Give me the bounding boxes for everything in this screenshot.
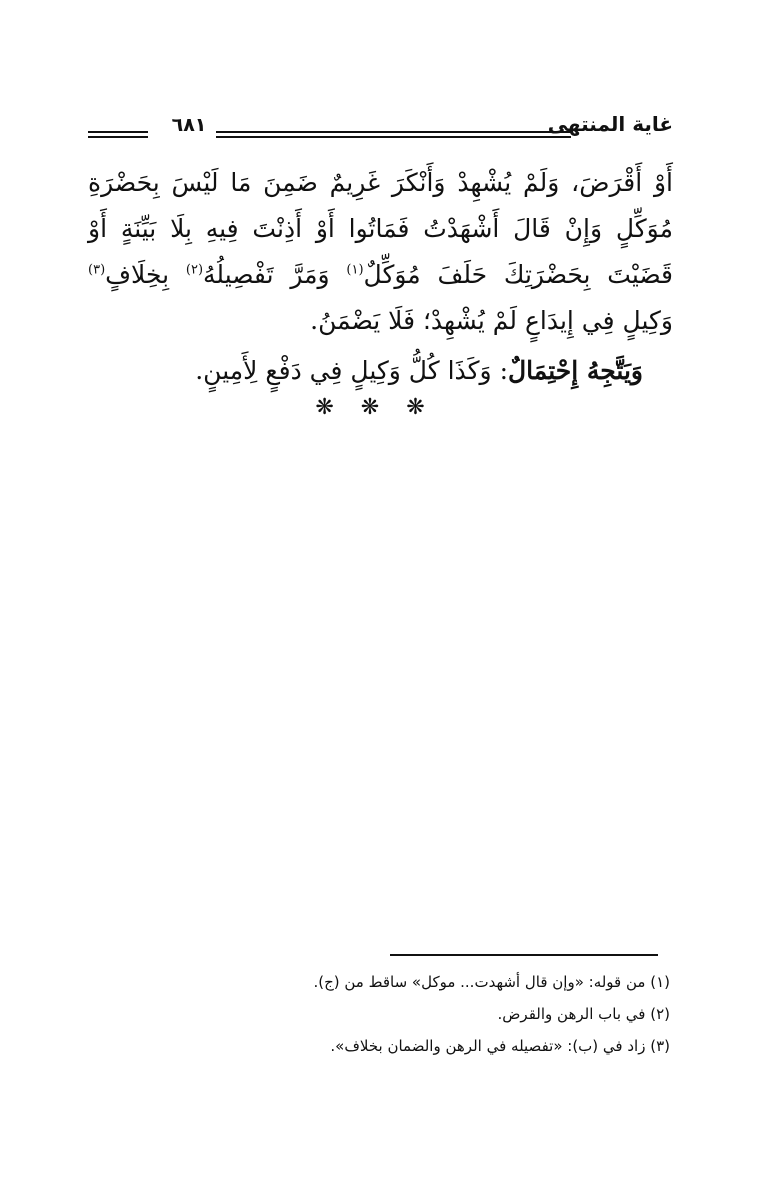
main-text xyxy=(88,160,673,394)
page-header xyxy=(88,108,673,148)
footnote-3: (٣) زاد في (ب): «تفصيله في الرهن والضمان بخلاف». xyxy=(330,1037,670,1055)
section-divider-stars: ❋ ❋ ❋ xyxy=(315,395,435,420)
footnote-1: (١) من قوله: «وإن قال أشهدت... موكل» ساقط من (ج). xyxy=(313,973,670,991)
header-rule-long xyxy=(216,131,571,138)
footnote-ref-2: (٢) xyxy=(185,262,204,278)
paragraph-2 xyxy=(88,348,673,394)
footnote-separator xyxy=(390,954,658,956)
header-rule-short xyxy=(88,131,148,138)
paragraph-1-part-c: بِخِلَافٍ xyxy=(105,260,186,289)
footnotes xyxy=(200,966,670,1062)
footnote-ref-1: (١) xyxy=(346,262,364,278)
paragraph-1-part-b: وَمَرَّ تَفْصِيلُهُ xyxy=(203,260,347,289)
footnote-ref-3: (٣) xyxy=(88,262,106,278)
footnote-2: (٢) في باب الرهن والقرض. xyxy=(497,1005,670,1023)
running-title: غاية المنتهى xyxy=(547,112,673,136)
paragraph-1-part-a: أَوْ أَقْرَضَ، وَلَمْ يُشْهِدْ وَأَنْكَرَ غَرِيمٌ ضَمِنَ مَا لَيْسَ بِحَضْرَةِ مُوَكِّلٍ وَإِنْ قَالَ أَشْهَدْتُ فَمَاتُوا أَوْ أَذِنْتَ فِيهِ بِلَا بَيِّنَةٍ أَوْ قَضَيْتَ بِحَضْرَتِكَ حَلَفَ مُوَكِّلٌ xyxy=(88,168,673,289)
paragraph-2-text: : وَكَذَا كُلُّ وَكِيلٍ فِي دَفْعٍ لِأَمِينٍ. xyxy=(195,356,508,385)
paragraph-1 xyxy=(88,160,673,344)
paragraph-1-part-d: وَكِيلٍ فِي إِيدَاعٍ لَمْ يُشْهِدْ؛ فَلَا يَضْمَنُ. xyxy=(310,306,673,335)
paragraph-2-heading: وَيَتَّجِهُ إِحْتِمَالٌ xyxy=(508,356,643,385)
page-number: ٦٨١ xyxy=(171,114,207,136)
